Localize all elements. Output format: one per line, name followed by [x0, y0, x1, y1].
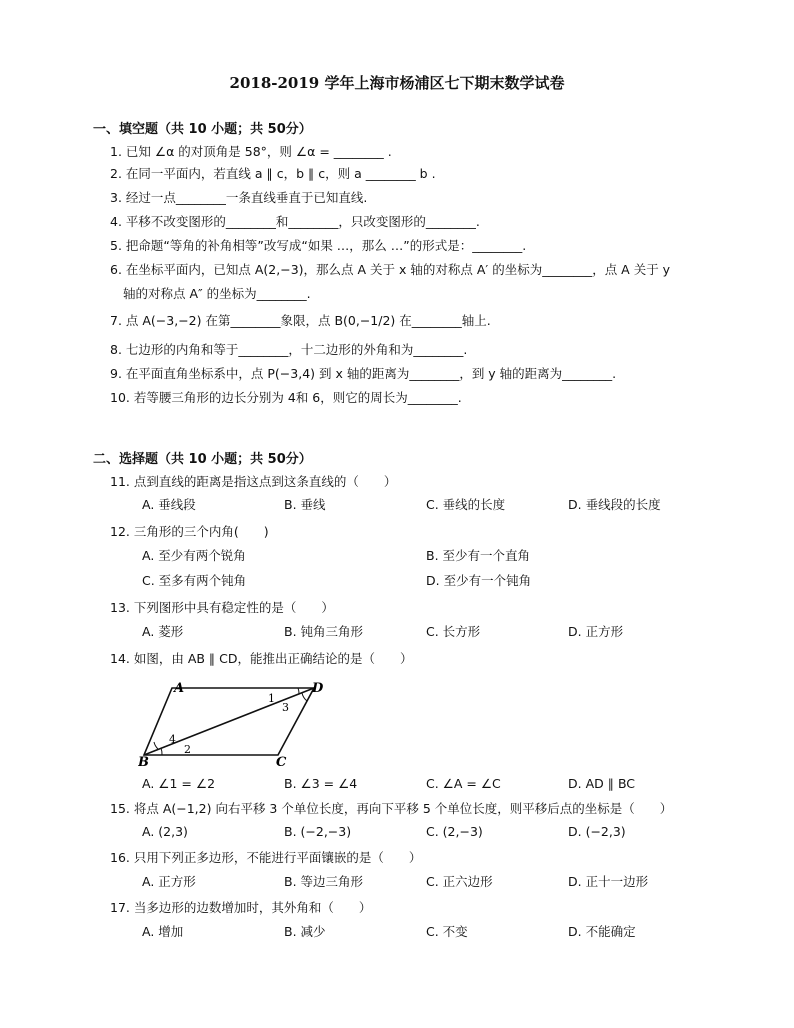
q12-option-d: D. 至少有一个钝角 — [426, 573, 532, 588]
q17-option-d: D. 不能确定 — [568, 924, 636, 939]
parallelogram-figure — [138, 676, 338, 768]
section-choice-heading: 二、选择题（共 10 小题；共 50分） — [93, 452, 312, 467]
question-1: 1. 已知 ∠α 的对顶角是 58°，则 ∠α = ________ . — [110, 144, 392, 159]
q14-option-b: B. ∠3 = ∠4 — [284, 776, 358, 791]
angle-label-3: 3 — [282, 701, 289, 714]
q16-option-a: A. 正方形 — [142, 874, 196, 889]
q12-option-c: C. 至多有两个钝角 — [142, 573, 247, 588]
q15-option-d: D. (−2,3) — [568, 824, 626, 839]
question-14: 14. 如图，由 AB ∥ CD，能推出正确结论的是（ ） — [110, 651, 413, 666]
q13-option-d: D. 正方形 — [568, 624, 624, 639]
q15-option-a: A. (2,3) — [142, 824, 188, 839]
label-b: B — [138, 755, 149, 768]
angle-4-arc — [154, 742, 158, 749]
angle-label-2: 2 — [184, 743, 191, 756]
question-12: 12. 三角形的三个内角( ) — [110, 524, 269, 539]
question-9: 9. 在平面直角坐标系中，点 P(−3,4) 到 x 轴的距离为________，到 y 轴的距离为________. — [110, 366, 617, 381]
label-c: C — [276, 755, 287, 768]
q11-option-d: D. 垂线段的长度 — [568, 497, 661, 512]
angle-2-arc — [161, 748, 162, 755]
q11-option-b: B. 垂线 — [284, 497, 326, 512]
q17-option-b: B. 减少 — [284, 924, 326, 939]
question-10: 10. 若等腰三角形的边长分别为 4和 6，则它的周长为________. — [110, 390, 462, 405]
q12-option-b: B. 至少有一个直角 — [426, 548, 531, 563]
question-5: 5. 把命题“等角的补角相等”改写成“如果 …，那么 …”的形式是：________. — [110, 238, 527, 253]
question-6: 6. 在坐标平面内，已知点 A(2,−3)，那么点 A 关于 x 轴的对称点 A′ 的坐标为________，点 A 关于 y — [110, 262, 671, 277]
question-11: 11. 点到直线的距离是指这点到这条直线的（ ） — [110, 474, 397, 489]
angle-1-arc — [298, 688, 299, 694]
q13-option-b: B. 钝角三角形 — [284, 624, 364, 639]
angle-3-arc — [302, 693, 307, 701]
q14-option-c: C. ∠A = ∠C — [426, 776, 501, 791]
angle-label-1: 1 — [268, 692, 275, 705]
q17-option-a: A. 增加 — [142, 924, 184, 939]
q13-option-c: C. 长方形 — [426, 624, 481, 639]
question-13: 13. 下列图形中具有稳定性的是（ ） — [110, 600, 334, 615]
question-6-continued: 轴的对称点 A″ 的坐标为________. — [123, 286, 311, 301]
angle-label-4: 4 — [169, 733, 176, 746]
exam-title: 2018-2019 学年上海市杨浦区七下期末数学试卷 — [229, 74, 565, 92]
question-2: 2. 在同一平面内，若直线 a ∥ c，b ∥ c，则 a ________ b . — [110, 166, 436, 181]
section-fill-heading: 一、填空题（共 10 小题；共 50分） — [93, 122, 312, 137]
question-17: 17. 当多边形的边数增加时，其外角和（ ） — [110, 900, 372, 915]
q11-option-a: A. 垂线段 — [142, 497, 196, 512]
question-16: 16. 只用下列正多边形，不能进行平面镶嵌的是（ ） — [110, 850, 422, 865]
question-15: 15. 将点 A(−1,2) 向右平移 3 个单位长度，再向下平移 5 个单位长度，则平移后点的坐标是（ ） — [110, 801, 673, 816]
question-8: 8. 七边形的内角和等于________，十二边形的外角和为________. — [110, 342, 468, 357]
q14-option-d: D. AD ∥ BC — [568, 776, 636, 791]
question-4: 4. 平移不改变图形的________和________，只改变图形的________. — [110, 214, 480, 229]
q14-option-a: A. ∠1 = ∠2 — [142, 776, 216, 791]
question-7: 7. 点 A(−3,−2) 在第________象限，点 B(0,−1/2) 在________轴上. — [110, 313, 491, 328]
label-d: D — [312, 681, 324, 696]
label-a: A — [174, 681, 185, 696]
q16-option-d: D. 正十一边形 — [568, 874, 649, 889]
q16-option-c: C. 正六边形 — [426, 874, 493, 889]
question-3: 3. 经过一点________一条直线垂直于已知直线. — [110, 190, 368, 205]
q17-option-c: C. 不变 — [426, 924, 468, 939]
q11-option-c: C. 垂线的长度 — [426, 497, 506, 512]
q15-option-b: B. (−2,−3) — [284, 824, 352, 839]
q12-option-a: A. 至少有两个锐角 — [142, 548, 246, 563]
q15-option-c: C. (2,−3) — [426, 824, 483, 839]
q16-option-b: B. 等边三角形 — [284, 874, 364, 889]
q13-option-a: A. 菱形 — [142, 624, 184, 639]
